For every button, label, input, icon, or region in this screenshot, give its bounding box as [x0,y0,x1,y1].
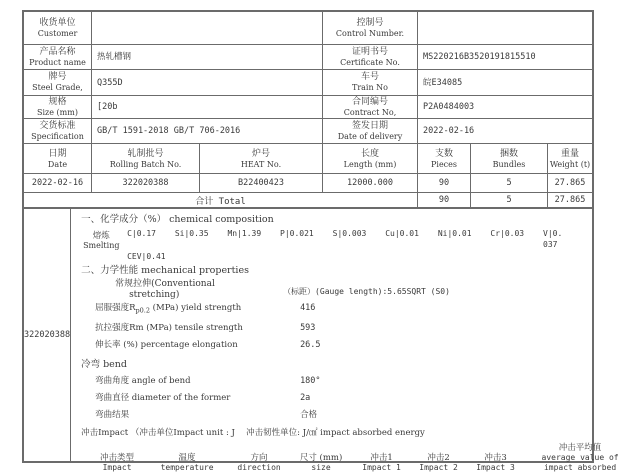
steel-grade-label-en: Steel Grade, [32,83,83,92]
bend-angle-label: 弯曲角度 angle of bend [95,375,191,386]
mechanical-properties-title: 二、力学性能 mechanical properties [81,265,249,276]
total-pieces: 90 [418,193,471,208]
pieces-header-cn: 支数 [434,148,453,159]
weight-header-cn: 重量 [560,148,579,159]
details-section [24,208,619,472]
product-name-label-en: Product name [29,57,86,67]
control-number-label-cn: 控制号 [356,17,384,28]
chemical-composition-title: 一、化学成分（%） chemical composition [81,214,274,225]
certificate-table [22,10,619,472]
heat-no-header-en: HEAT No. [240,159,282,169]
weight-header-en: Weight (t) [549,159,591,169]
chem-v: V|0.037 [543,229,563,249]
delivery-date-label-cn: 签发日期 [351,120,388,131]
length-column-header [323,144,418,174]
bend-result-row [95,410,636,421]
control-number-label [323,12,418,45]
certificate-no-label-en: Certificate No. [340,57,400,67]
heat-no-cell: B22400423 [200,174,323,193]
customer-label [24,12,92,45]
chemical-values-row [127,228,567,250]
pieces-cell: 90 [418,174,471,193]
smelting-label-cn: 熔炼 [92,231,110,241]
heat-no-column-header [200,144,323,174]
rolling-batch-header-cn: 轧制批号 [127,148,164,159]
contract-no-label-cn: 合同编号 [351,96,388,107]
conventional-stretching-block [115,279,636,301]
size-label-cn: 规格 [48,96,67,107]
batch-data-row [24,174,592,193]
train-no-value: 皖E34085 [418,70,592,96]
delivery-date-label [323,119,418,144]
certificate-no-value: MS220216B3520191815510 [418,45,592,70]
chem-mn: Mn|1.39 [227,229,262,238]
conventional-line1: 常规拉伸(Conventional [115,279,215,289]
info-row-grade [24,70,592,96]
delivery-date-value: 2022-02-16 [418,119,592,144]
certificate-no-label [323,45,418,70]
bend-result-label: 弯曲结果 [95,409,130,420]
total-label: 合计 Total [24,193,418,208]
total-weight: 27.865 [548,193,592,208]
tensile-strength-value: 593 [300,322,316,333]
contract-no-label [323,96,418,119]
impact-temperature-column-header: 温度 temperature [160,452,214,472]
weight-column-header [548,144,592,174]
steel-grade-value: Q355D [92,70,323,96]
pieces-column-header [418,144,471,174]
train-no-label [323,70,418,96]
bend-diameter-row [95,393,636,404]
size-label-en: Size (mm) [37,107,78,117]
impact-type-column-header: 冲击类型 Impact [100,452,135,472]
customer-label-en: Customer [37,28,78,38]
rolling-batch-header-en: Rolling Batch No. [109,159,182,169]
impact2-column-header: 冲击2 Impact 2 [419,452,458,472]
certificate-no-label-cn: 证明书号 [351,46,388,57]
specification-label-en: Specification [31,131,84,141]
chem-s: S|0.003 [332,229,367,238]
yield-strength-value: 416 [300,303,316,313]
bend-angle-value: 180° [300,375,321,386]
date-header-en: Date [47,159,68,169]
rolling-batch-cell: 322020388 [92,174,200,193]
gauge-length-note: （标距）(Gauge length):5.65SQRT (S0) [283,287,450,296]
bundles-cell: 5 [471,174,548,193]
bundles-column-header [471,144,548,174]
info-row-size [24,96,592,119]
conventional-line2: stretching) [129,290,180,300]
steel-grade-label-cn: 牌号 [48,72,67,82]
weight-cell: 27.865 [548,174,592,193]
batch-header-row [24,144,592,174]
chem-ni: Ni|0.01 [437,229,472,238]
chem-cu: Cu|0.01 [385,229,419,238]
total-row [24,193,592,208]
pieces-header-en: Pieces [431,159,457,169]
bundles-header-en: Bundles [492,159,526,169]
control-number-value [418,12,592,45]
chem-c: C|0.17 [127,229,156,238]
size-label [24,96,92,119]
customer-label-cn: 收货单位 [39,17,76,28]
control-number-label-en: Control Number. [335,28,405,38]
chem-cev: CEV|0.41 [127,252,166,261]
cold-bend-title: 冷弯 bend [81,358,127,370]
length-header-cn: 长度 [360,148,379,159]
info-row-specification [24,119,592,144]
length-cell: 12000.000 [323,174,418,193]
chem-p: P|0.021 [280,229,314,238]
contract-no-label-en: Contract No, [343,107,397,117]
chem-cr: Cr|0.03 [490,229,525,238]
specification-label [24,119,92,144]
tensile-strength-row [95,323,636,334]
bundles-header-cn: 捆数 [499,148,518,159]
heat-no-header-cn: 炉号 [251,148,270,159]
info-row-product [24,45,592,70]
rolling-batch-column-header [92,144,200,174]
product-name-label-cn: 产品名称 [39,46,76,57]
date-header-cn: 日期 [48,148,67,159]
steel-grade-label [24,70,92,96]
size-value: [20b [92,96,323,119]
contract-no-value: P2A0484003 [418,96,592,119]
length-header-en: Length (mm) [343,159,397,169]
bend-result-value: 合格 [300,409,318,420]
date-cell: 2022-02-16 [24,174,92,193]
chem-si: Si|0.35 [174,229,209,238]
elongation-value: 26.5 [300,339,321,350]
date-column-header [24,144,92,174]
customer-value [92,12,323,45]
bend-diameter-label: 弯曲直径 diameter of the former [95,392,231,403]
info-row-customer [24,12,592,45]
product-name-value: 热轧槽钢 [92,45,323,70]
specification-label-cn: 交货标准 [39,120,76,131]
smelting-label-en: Smelting [83,241,120,250]
smelting-label [83,231,119,251]
impact-table-header [89,443,636,473]
tensile-strength-label: 抗拉强度Rm (MPa) tensile strength [95,322,243,333]
impact-units-note: 冲击Impact （冲击单位Impact unit : J 冲击韧性单位: J/㎠ impact absorbed energy [81,427,425,438]
impact-direction-column-header: 方向 direction [237,452,281,472]
impact1-column-header: 冲击1 Impact 1 [362,452,401,472]
specification-value: GB/T 1591-2018 GB/T 706-2016 [92,119,323,144]
impact3-column-header: 冲击3 Impact 3 [476,452,515,472]
impact-size-column-header: 尺寸 (mm) size [299,452,343,472]
impact-average-column-header: 冲击平均值 average value of impact absorbed [541,442,619,472]
product-name-label [24,45,92,70]
train-no-label-cn: 车号 [360,72,379,82]
chemical-composition-block [81,228,636,264]
elongation-label: 伸长率 (%) percentage elongation [95,339,238,350]
delivery-date-label-en: Date of delivery [337,131,403,141]
details-batch-no: 322020388 [24,209,71,461]
bend-angle-row [95,376,636,387]
yield-strength-row [95,303,636,317]
train-no-label-en: Train No [352,83,388,92]
elongation-row [95,340,636,351]
total-bundles: 5 [471,193,548,208]
details-content [71,209,640,472]
yield-strength-label: 屈服强度$R_{p0.2}$ (MPa) yield strength [95,303,242,315]
bend-diameter-value: 2a [300,392,311,403]
